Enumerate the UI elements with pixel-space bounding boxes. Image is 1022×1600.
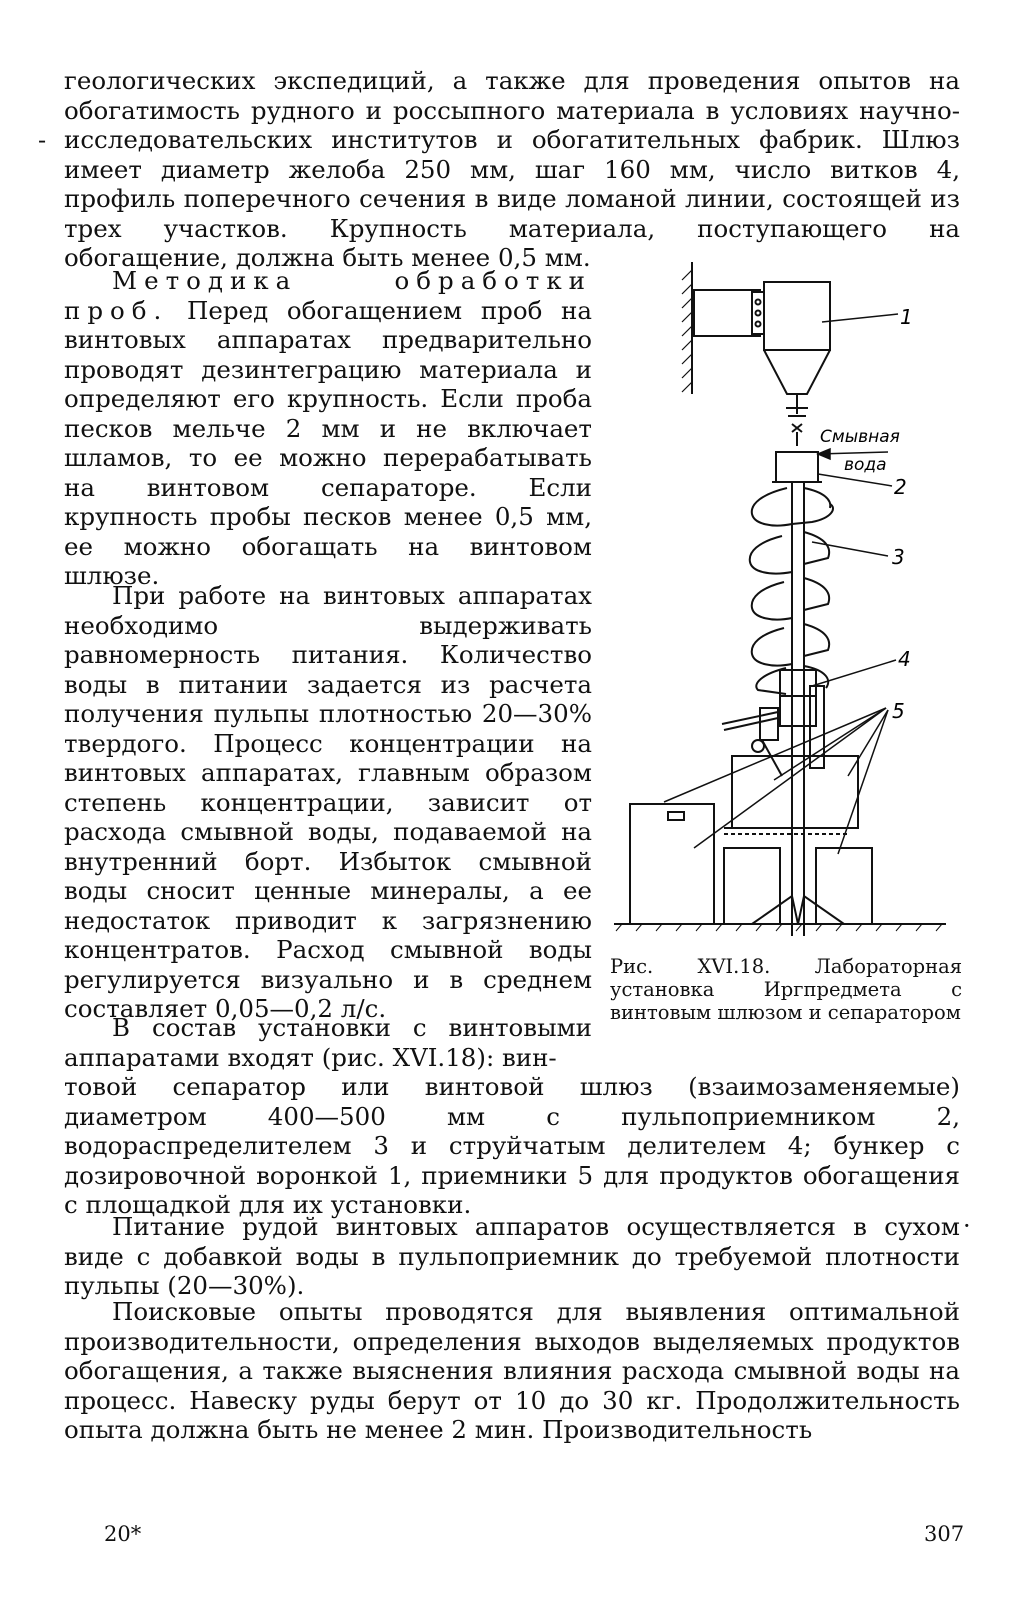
label-3: 3 bbox=[892, 545, 905, 569]
hopper-bunker bbox=[764, 282, 830, 350]
paragraph-method-text: Перед обогащением проб на винтовых аппаратах предварительно проводят дезинтеграцию материала и определяют его крупность. Если проба песков мельче 2 мм и не включает шламов, то ее можно перерабатывать на винтовом сепараторе. Если крупность пробы песков менее 0,5 мм, ее можно обогащать на винтовом шлюзе. bbox=[64, 295, 592, 590]
label-1: 1 bbox=[900, 305, 913, 329]
footer-signature: 20* bbox=[104, 1522, 142, 1546]
paragraph-method bbox=[64, 266, 592, 591]
stand-left bbox=[724, 848, 780, 924]
figure-spiral-separator bbox=[612, 256, 958, 946]
floor-hatching bbox=[616, 924, 942, 931]
label-5: 5 bbox=[892, 699, 905, 723]
paragraph-operation: При работе на винтовых аппаратах необходимо выдерживать равномерность питания. Количество воды в питании задается из расчета получения пульпы плотностью 20—30% твердого. Процесс концентрации на винтовых аппаратах, главным образом степень концентрации, зависит от расхода смывной воды, подаваемой на внутренний борт. Избыток смывной воды сносит ценные минералы, а ее недостаток приводит к загрязнению концентратов. Расход смывной воды регулируется визуально и в среднем составляет 0,05—0,2 л/с. bbox=[64, 581, 592, 1023]
product-receiver-left bbox=[630, 804, 714, 924]
paragraph-method-heading: Методика обработки проб. bbox=[64, 266, 592, 325]
label-wash-water-2: вода bbox=[844, 455, 887, 475]
label-wash-water-1: Смывная bbox=[820, 427, 900, 447]
stand-right bbox=[816, 848, 872, 924]
wall-hatching bbox=[682, 270, 692, 392]
label-4: 4 bbox=[898, 647, 911, 671]
label-2: 2 bbox=[894, 475, 907, 499]
page-number: 307 bbox=[924, 1522, 965, 1546]
hopper-cone bbox=[764, 350, 830, 394]
paragraph-tests: Поисковые опыты проводятся для выявления оптимальной производительности, определения выходов выделяемых продуктов обогащения, а также выяснения влияния расхода смывной воды на процесс. Навеску руды берут от 10 до 30 кг. Продолжительность опыта должна быть не менее 2 мин. Производительность bbox=[64, 1297, 960, 1444]
paragraph-setup-rest: товой сепаратор или винтовой шлюз (взаимозаменяемые) диаметром 400—500 мм с пульпоприемником 2, водораспределителем 3 и струйчатым делителем 4; бункер с дозировочной воронкой 1, приемники 5 для продуктов обогащения с площадкой для их установки. bbox=[64, 1072, 960, 1219]
paragraph-setup-start: В состав установки с винтовыми аппаратами входят (рис. XVI.18): вин- bbox=[64, 1013, 592, 1072]
pulp-receiver bbox=[776, 452, 818, 482]
margin-mark-left: - bbox=[38, 126, 47, 154]
margin-mark-right: · bbox=[963, 1212, 971, 1240]
paragraph-intro: геологических экспедиций, а также для проведения опытов на обогатимость рудного и россыпного материала в условиях научно-исследовательских институтов и обогатительных фабрик. Шлюз имеет диаметр желоба 250 мм, шаг 160 мм, число витков 4, профиль поперечного сечения в виде ломаной линии, состоящей из трех участков. Крупность материала, поступающего на обогащение, должна быть менее 0,5 мм. bbox=[64, 66, 960, 272]
figure-caption: Рис. XVI.18. Лабораторная установка Иргпредмета с винтовым шлюзом и сепаратором bbox=[610, 955, 962, 1024]
paragraph-feeding: Питание рудой винтовых аппаратов осуществляется в сухом виде с добавкой воды в пульпоприемник до требуемой плотности пульпы (20—30%). bbox=[64, 1212, 960, 1300]
bracket bbox=[694, 290, 760, 336]
chute-left bbox=[722, 712, 778, 724]
